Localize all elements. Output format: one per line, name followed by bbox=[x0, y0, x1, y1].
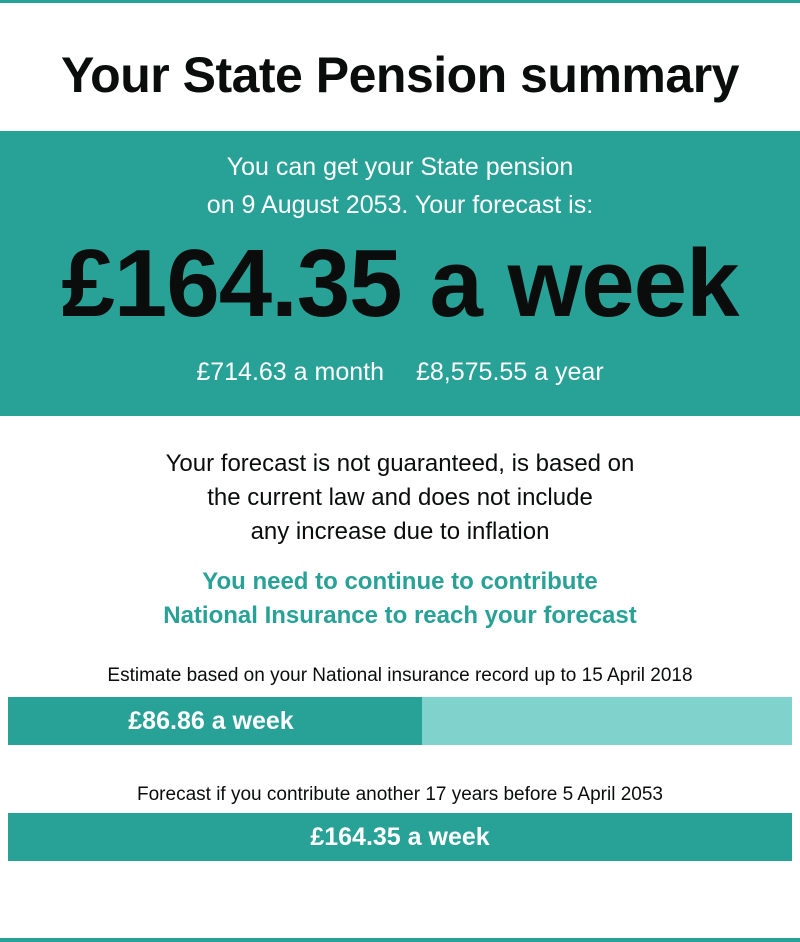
callout-line-2: National Insurance to reach your forecast bbox=[163, 602, 637, 629]
disclaimer-line-2: the current law and does not include bbox=[207, 484, 593, 511]
callout-line-1: You need to continue to contribute bbox=[202, 568, 598, 595]
disclaimer-line-1: Your forecast is not guaranteed, is based on bbox=[165, 450, 635, 477]
monthly-amount: £714.63 a month bbox=[196, 358, 384, 386]
page-title: Your State Pension summary bbox=[61, 47, 739, 103]
current-estimate-label: £86.86 a week bbox=[128, 707, 294, 735]
current-estimate-caption: Estimate based on your National insurance record up to 15 April 2018 bbox=[107, 665, 693, 686]
full-forecast-bar bbox=[8, 813, 792, 861]
forecast-intro-line-2: on 9 August 2053. Your forecast is: bbox=[206, 191, 594, 219]
disclaimer-line-3: any increase due to inflation bbox=[250, 518, 550, 545]
weekly-amount-suffix: a week bbox=[429, 230, 739, 337]
secondary-amounts bbox=[0, 355, 800, 389]
forecast-intro-line-1: You can get your State pension bbox=[226, 153, 574, 181]
yearly-amount: £8,575.55 a year bbox=[416, 358, 604, 386]
top-divider bbox=[0, 0, 800, 3]
full-forecast-label: £164.35 a week bbox=[310, 823, 490, 851]
weekly-forecast-amount bbox=[0, 229, 800, 339]
forecast-panel bbox=[0, 131, 800, 416]
contribution-callout bbox=[0, 565, 800, 633]
weekly-amount-value: £164.35 bbox=[61, 230, 402, 337]
current-estimate-bar bbox=[8, 697, 792, 745]
bottom-divider bbox=[0, 938, 800, 942]
full-forecast-caption: Forecast if you contribute another 17 years before 5 April 2053 bbox=[137, 784, 663, 805]
forecast-disclaimer bbox=[0, 447, 800, 549]
